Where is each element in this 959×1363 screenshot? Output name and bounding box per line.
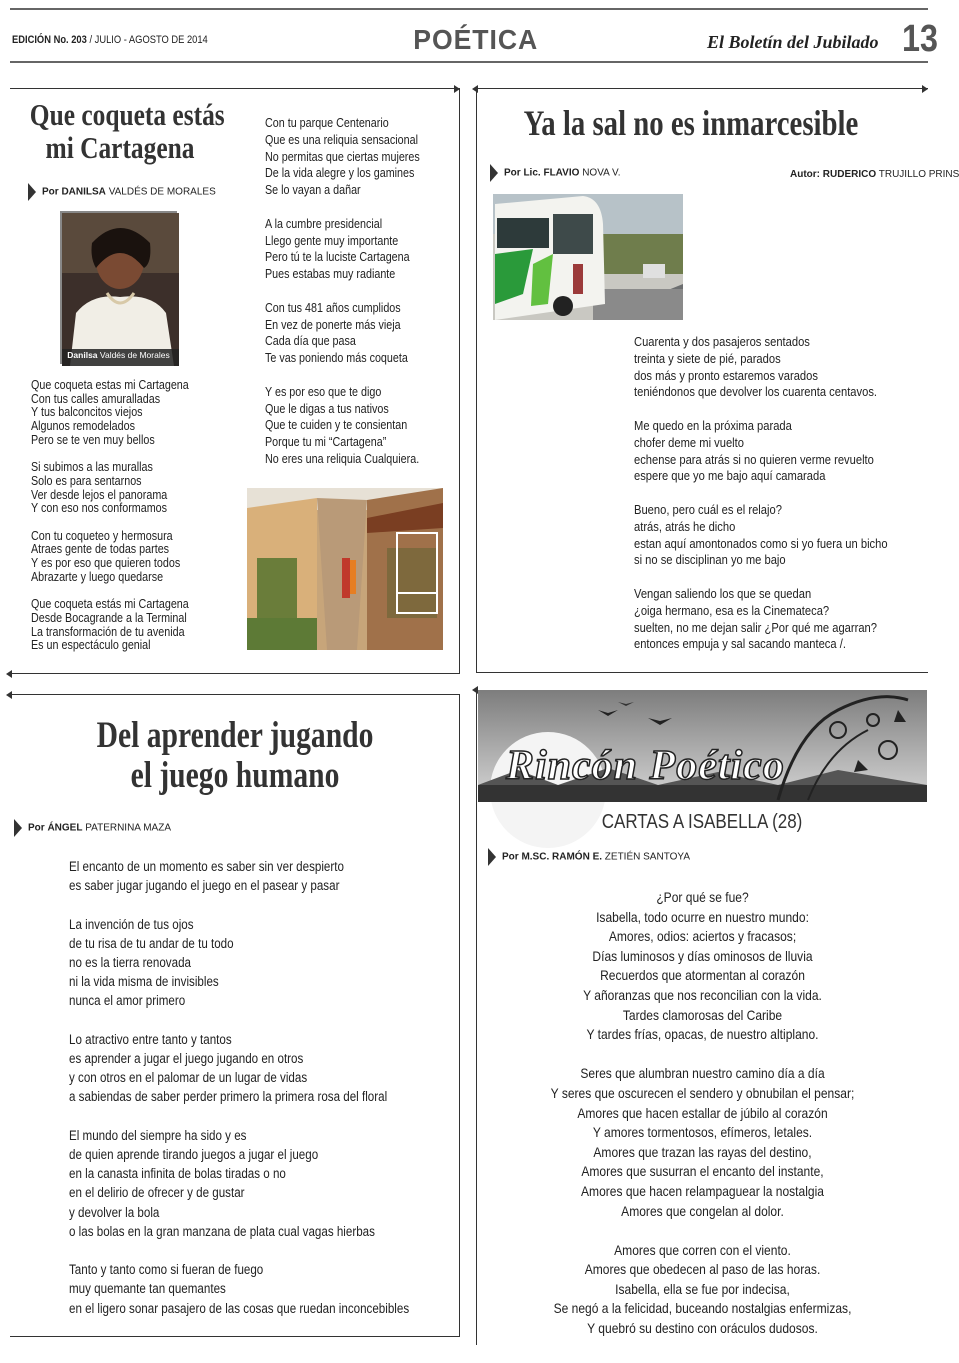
article1-column1 [31,379,189,667]
poem-line: Con tus 481 años cumplidos [265,300,401,315]
poem-line: Días luminosos y días ominosos de lluvia [592,947,813,964]
poem-line: Que te cuiden y te consientan [265,418,408,433]
poem-line: Ver desde lejos el panorama [31,487,168,502]
photo-caption [62,350,175,360]
poem-line: Isabella, ella se fue por indecisa, [615,1280,790,1297]
article3-title-line2: el juego humano [130,754,340,796]
poem-line: El encanto de un momento es saber sin ver despierto [69,859,344,874]
poem-line: El mundo del siempre ha sido y es [69,1127,247,1143]
poem-line: y devolver la bola [69,1204,160,1220]
poem-line: La invención de tus ojos [69,916,194,932]
article1-bottom-rule [10,673,460,674]
byline-last-name: VALDÉS DE MORALES [108,186,216,198]
poem-line: de tu risa de tu andar de tu todo [69,935,234,951]
poem-line: Porque tu mi “Cartagena” [265,435,387,450]
poem-line: En vez de ponerte más vieja [265,317,401,332]
byline-first-name: ÁNGEL [47,822,83,834]
poem-line: No eres una reliquia Cualquiera. [265,451,420,466]
article2-bottom-rule [476,672,928,673]
poem-stanza [31,530,189,585]
poem-line: Solo es para sentarnos [31,473,142,488]
poem-line: estan aquí amontonados como si yo fuera un bicho [634,535,888,551]
byline-marker-icon [28,183,36,201]
poem-stanza [69,857,409,895]
poem-line: Con tu coqueteo y hermosura [31,528,173,543]
bus-image [493,194,683,320]
poem-line: de quien aprende tirando juegos a jugar el juego [69,1147,319,1162]
poem-line: Vengan saliendo los que se quedan [634,585,812,601]
poem-line: Tanto y tanto como si fueran de fuego [69,1262,264,1278]
poem-line: ¿oiga hermano, esa es la Cinemateca? [634,602,830,618]
poem-line: Y tardes frías, opacas, de nuestro altiplano. [586,1026,819,1043]
poem-line: Que es una reliquia sensacional [265,132,418,147]
poem-stanza [634,418,888,485]
poem-line: Bueno, pero cuál es el relajo? [634,501,782,517]
poem-line: Amores que congelan al dolor. [621,1202,784,1219]
byline-first-name: FLAVIO [543,167,580,179]
edition-label: EDICIÓN [12,34,51,46]
poem-line: muy quemante tan quemantes [69,1281,226,1297]
poem-line: Se negó a la felicidad, buceando nostalgias enfermizas, [553,1300,852,1317]
article3-poem [69,857,409,1337]
poem-line: Y amores tormentosos, efímeros, letales. [592,1124,813,1141]
poem-line: es saber jugar jugando el juego en el pasear y pasar [69,878,340,894]
byline-prefix: Por M.SC. [502,851,550,863]
poem-line: y con otros en el palomar de un lugar de vidas [69,1070,308,1086]
poem-line: atrás, atrás he dicho [634,518,736,534]
poem-line: no es la tierra renovada [69,955,191,970]
page-number: 13 [902,18,938,60]
poem-line: Algunos remodelados [31,419,135,434]
byline-first-name: DANILSA [61,186,106,198]
poem-stanza [31,461,189,516]
poem-line: Y tus balconcitos viejos [31,405,143,420]
poem-line: Que le digas a tus nativos [265,401,389,416]
article1-title [10,98,230,165]
poem-line: Seres que alumbran nuestro camino día a día [580,1065,825,1082]
byline-prefix: Por [42,186,59,198]
page-header [10,8,938,63]
poem-line: Recuerdos que atormentan al corazón [600,967,805,984]
article4-poem [478,888,927,1358]
caption-last: Valdés de Morales [99,350,170,360]
article4-byline [488,848,690,866]
cartagena-street-photo [247,488,443,650]
poem-stanza [69,1030,409,1107]
poem-stanza [69,1126,409,1241]
poem-line: Con tu parque Centenario [265,116,389,130]
poem-stanza [31,598,189,653]
poem-line: Amores que trazan las rayas del destino, [593,1143,812,1160]
poem-stanza [69,915,409,1011]
author-last-name: TRUJILLO PRINS [878,169,959,180]
poem-line: en el delirio de ofrecer y de gustar [69,1185,245,1201]
caption-first: Danilsa [67,350,98,360]
article3-byline [14,819,171,837]
poem-stanza [478,888,927,1045]
edition-info [12,34,208,46]
poem-line: a sabiendas de saber perder primero la primera rosa del floral [69,1089,388,1105]
poem-line: Pero se te ven muy bellos [31,432,155,447]
article2-title [476,104,906,143]
byline-last-name: NOVA V. [582,167,621,179]
poem-line: Abrazarte y luego quedarse [31,569,164,584]
poem-line: treinta y siete de pié, parados [634,350,781,366]
poem-stanza [265,300,420,367]
poem-line: Y quebró su destino con oráculos dudosos. [587,1320,818,1337]
author-label: Autor: [790,169,820,180]
poem-line: Amores que susurran el encanto del instante, [581,1163,824,1180]
poem-line: Cuarenta y dos pasajeros sentados [634,334,810,349]
poem-stanza [478,1064,927,1221]
bus-photo [493,194,683,320]
poem-line: espere que yo me bajo aquí camarada [634,468,826,484]
article2-poem [634,334,888,670]
poem-line: Y seres que oscurecen el sendero y obnubilan el pensar; [550,1084,855,1101]
poem-line: Amores que corren con el viento. [614,1241,791,1258]
article1-column2 [265,115,420,485]
poem-line: Pues estabas muy radiante [265,267,396,282]
article3-title [10,716,460,796]
poem-line: nunca el amor primero [69,993,186,1009]
poem-line: Y añoranzas que nos reconcilian con la vida. [583,986,822,1003]
article2-byline [490,164,621,182]
edition-number: No. 203 [53,34,87,46]
poem-line: Te vas poniendo más coqueta [265,351,408,366]
byline-marker-icon [490,164,498,182]
poem-line: Pero tú te la luciste Cartagena [265,250,410,265]
byline-prefix: Por [28,822,45,834]
poem-line: Atraes gente de todas partes [31,542,170,557]
poem-line: Y es por eso que te digo [265,384,382,399]
poem-line: Si subimos a las murallas [31,460,153,475]
poem-line: suelten, no me dejan salir ¿Por qué me agarran? [634,619,877,635]
article2-title-text: Ya la sal no es inmarcesible [523,103,859,143]
article4-subtitle [478,811,927,834]
byline-marker-icon [488,848,496,866]
newspaper-name: El Boletín del Jubilado [707,32,879,52]
poem-line: Lo atractivo entre tanto y tantos [69,1031,232,1047]
article3-title-line1: Del aprender jugando [96,715,374,756]
balconies-image [247,488,443,650]
poem-line: entonces empuja y sal sacando manteca /. [634,636,846,652]
poem-line: Amores que hacen relampaguear la nostalgia [581,1182,824,1199]
byline-marker-icon [14,819,22,837]
poem-line: o las bolas en la gran manzana de plata cual vagas hierbas [69,1223,375,1239]
poem-line: Se lo vayan a dañar [265,183,361,198]
poem-stanza [634,586,888,653]
poem-line: Desde Bocagrande a la Terminal [31,610,187,625]
poem-line: chofer deme mi vuelto [634,434,744,450]
poem-line: ni la vida misma de invisibles [69,974,219,990]
poem-stanza [634,502,888,569]
poem-line: Llego gente muy importante [265,233,399,248]
poem-stanza [265,384,420,468]
poem-line: en la canasta infinita de bolas tiradas o no [69,1166,286,1182]
arrow-icon [6,670,12,678]
poem-line: Amores que obedecen al paso de las horas. [584,1261,821,1278]
poem-line: Y es por eso que quieren todos [31,556,181,571]
article1-title-line2: mi Cartagena [45,130,195,166]
article1-title-line1: Que coqueta estás [29,97,225,132]
portrait-image [62,213,179,366]
article4-subtitle-text: CARTAS A ISABELLA (28) [602,811,803,833]
byline-prefix: Por Lic. [504,167,541,179]
poem-line: teniéndonos que devolver los cuarenta centavos. [634,384,878,400]
author-photo [60,211,177,364]
poem-line: Me quedo en la próxima parada [634,417,792,433]
rincon-poetico-banner [478,690,927,802]
byline-last-name: ZETIÉN SANTOYA [604,851,690,863]
poem-stanza [69,1260,409,1318]
poem-stanza [478,1241,927,1339]
poem-line: Con tus calles amuralladas [31,391,161,406]
poem-line: echense para atrás si no quieren verme revuelto [634,451,874,467]
poem-line: De la vida alegre y los gamines [265,166,415,181]
poem-line: A la cumbre presidencial [265,216,383,231]
poem-line: Cada día que pasa [265,334,356,349]
poem-line: si no se disciplinan yo me bajo [634,552,786,568]
poem-line: Amores que hacen estallar de júbilo al corazón [577,1104,828,1121]
article2-author [790,169,959,180]
banner-title: Rincón Poético [506,743,785,789]
poem-line: Es un espectáculo genial [31,638,151,653]
poem-stanza [634,334,888,401]
author-first-name: RUDERICO [822,169,877,180]
poem-stanza [31,379,189,448]
poem-line: Y con eso nos conformamos [31,501,168,516]
poem-line: dos más y pronto estaremos varados [634,367,818,383]
byline-last-name: PATERNINA MAZA [85,822,171,834]
poem-line: Amores, odios: aciertos y fracasos; [608,928,797,945]
poem-stanza [265,115,420,199]
poem-line: Que coqueta estás mi Cartagena [31,597,189,612]
poem-line: ¿Por qué se fue? [656,889,749,905]
poem-line: Tardes clamorosas del Caribe [622,1006,783,1023]
poem-line: Que coqueta estas mi Cartagena [31,378,189,392]
article1-byline [28,183,216,201]
edition-date: / JULIO - AGOSTO DE 2014 [89,34,208,46]
byline-first-name: RAMÓN E. [552,851,603,863]
poem-line: No permitas que ciertas mujeres [265,149,420,164]
section-title: POÉTICA [413,24,539,55]
poem-stanza [265,216,420,283]
poem-line: Isabella, todo ocurre en nuestro mundo: [596,908,809,925]
poem-line: es aprender a jugar el juego jugando en otros [69,1051,304,1066]
poem-line: en el ligero sonar pasajero de las cosas que ruedan inconcebibles [69,1300,410,1316]
poem-line: La transformación de tu avenida [31,624,185,639]
